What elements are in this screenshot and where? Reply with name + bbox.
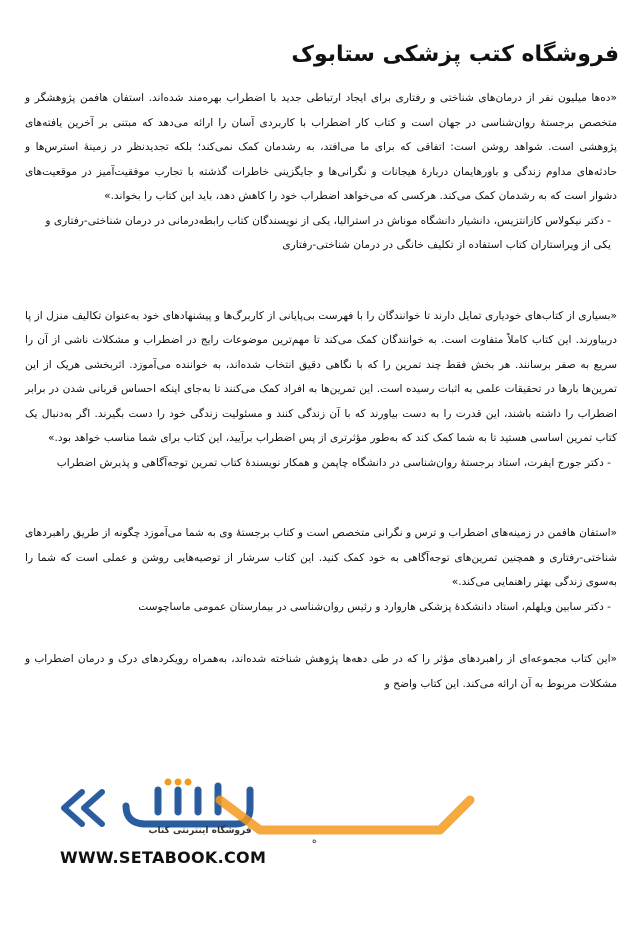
chevrons-icon xyxy=(52,788,112,828)
store-title: فروشگاه کتب پزشکی ستابوک xyxy=(291,42,619,67)
page-number: ه xyxy=(312,836,317,846)
watermark-bracket-icon xyxy=(200,790,490,850)
watermark-url: WWW.SETABOOK.COM xyxy=(60,848,267,867)
endorsement-attribution: - دکتر نیکولاس کازانتزیس، دانشیار دانشگاه موناش در استرالیا، یکی از نویسندگان کتاب رابطه‌درمانی در درمان شناختی-رفتاری و یکی از ویراستاران کتاب استفاده از تکلیف خانگی در درمان شناختی-رفتاری xyxy=(45,214,611,251)
endorsement-attribution: - دکتر سابین ویلهلم، استاد دانشکدهٔ پزشکی هاروارد و رئیس روان‌شناسی در بیمارستان عمومی ماساچوست xyxy=(138,600,611,613)
endorsement-attribution: - دکتر جورج ایفرت، استاد برجستهٔ روان‌شناسی در دانشگاه چاپمن و همکار نویسندهٔ کتاب تمرین توجه‌آگاهی و پذیرش اضطراب xyxy=(56,456,611,469)
watermark-subtitle: فروشگاه اینترنتی کتاب xyxy=(148,826,252,836)
watermark xyxy=(40,770,460,920)
endorsement-paragraph: «بسیاری از کتاب‌های خودیاری تمایل دارند تا خوانندگان را با فهرست بی‌پایانی از کاربرگ‌ها و پیشنهادهای خود به‌عنوان تکالیف منزل از پا دربیاورند. این کتاب کاملاً متفاوت است. به خوانندگان کمک می‌کند تا مهم‌ترین موضوعات رایج در اضطراب و مشکلات ناشی از آن را سریع به صفر برسانند. هر بخش فقط چند تمرین را که با نگاهی دقیق انتخاب شده‌اند، به خواننده می‌آموزد. اثربخشی هریک از این تمرین‌ها بارها در تحقیقات علمی به اثبات رسیده است. این تمرین‌ها به افراد کمک می‌کنند تا به‌جای اینکه احساس قربانی شدن در برابر اضطراب را داشته باشند، این قدرت را به دست بیاورند که با آن زندگی کنند و مسئولیت زندگی خود را دست بگیرند. اگر به‌دنبال یک کتاب تمرین اساسی هستید تا به شما کمک کند که به‌طور مؤثرتری از پس اضطراب برآیید، این کتاب برای شما مناسب خواهد بود.» xyxy=(25,309,617,444)
endorsement-paragraph: «این کتاب مجموعه‌ای از راهبردهای مؤثر را که در طی دهه‌ها پژوهش شناخته شده‌اند، به‌همراه رویکردهای درک و درمان اضطراب و مشکلات مربوط به آن ارائه می‌کند. این کتاب واضح و xyxy=(25,653,617,690)
endorsements xyxy=(25,86,617,696)
endorsement-paragraph: «استفان هافمن در زمینه‌های اضطراب و ترس و نگرانی متخصص است و کتاب برجستهٔ وی به شما می‌آموزد چگونه از طریق راهبردهای شناختی-رفتاری و همچنین تمرین‌های توجه‌آگاهی به خود کمک کنید. این کتاب سرشار از توصیه‌هایی روشن و عملی است که شما را به‌سوی زندگی بهتر راهنمایی می‌کند.» xyxy=(25,527,617,588)
endorsement-paragraph: «ده‌ها میلیون نفر از درمان‌های شناختی و رفتاری برای ایجاد ارتباطی جدید با اضطراب بهره‌مند شده‌اند. استفان هافمن پژوهشگر و متخصص برجستهٔ روان‌شناسی در جهان است و کتاب کار اضطراب با کاربردی آسان را ارائه می‌دهد که مبتنی بر آخرین یافته‌های پژوهشی است. شواهد روشن است: اتفاقی که برای ما می‌افتد، به رشدمان کمک نمی‌کند؛ بلکه تجدیدنظر در زمینهٔ استرس‌ها و حادثه‌های مداوم زندگی و باورهایمان دربارهٔ هیجانات و نگرانی‌ها و جایگزینی خاطرات گذشته با تجارب موفقیت‌آمیز در موقعیت‌های دشوار است که به رشدمان کمک می‌کند. هرکسی که می‌خواهد اضطراب خود را کاهش دهد، باید این کتاب را بخواند.» xyxy=(25,92,617,202)
